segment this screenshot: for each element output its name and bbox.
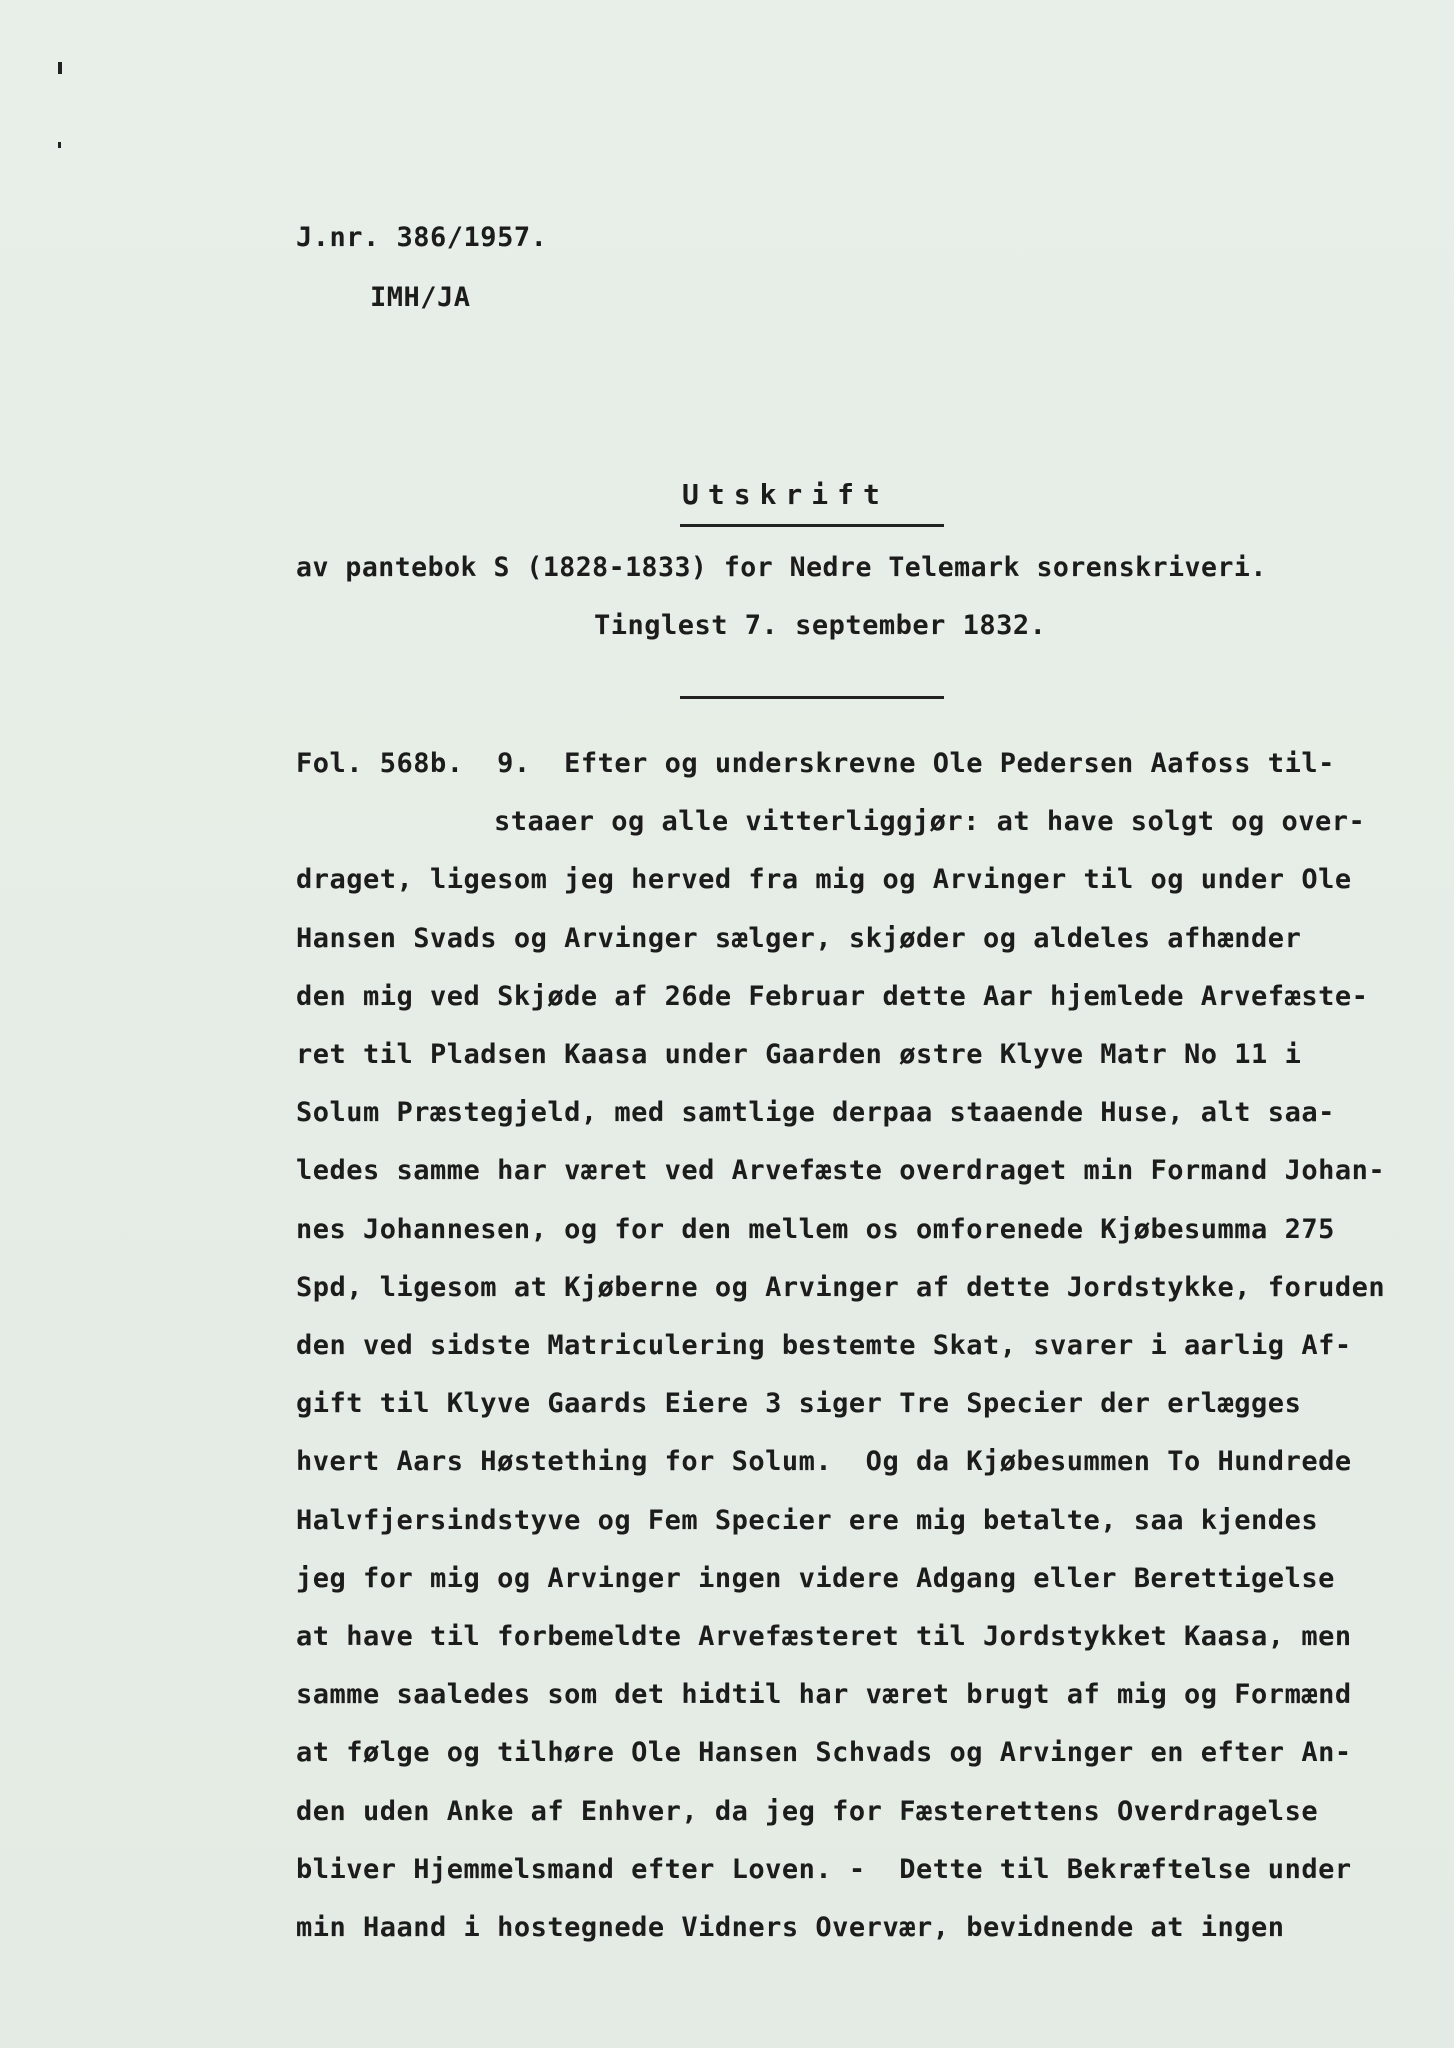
body-line: ret til Pladsen Kaasa under Gaarden østre Klyve Matr No 11 i [296,1039,1302,1070]
body-line: bliver Hjemmelsmand efter Loven. - Dette til Bekræftelse under [296,1853,1352,1885]
body-line: gift til Klyve Gaards Eiere 3 siger Tre Specier der erlægges [296,1388,1302,1420]
body-line: at have til forbemeldte Arvefæsteret til Jordstykket Kaasa, men [296,1621,1352,1652]
body-line: staaer og alle vitterliggjør: at have solgt og over- [494,806,1366,838]
body-line: draget, ligesom jeg herved fra mig og Arvinger til og under Ole [296,864,1352,896]
body-line: den ved sidste Matriculering bestemte Skat, svarer i aarlig Af- [296,1330,1352,1361]
subtitle-date: Tinglest 7. september 1832. [594,610,1047,641]
body-line: Fol. 568b. 9. Efter og underskrevne Ole Pedersen Aafoss til- [296,748,1335,779]
body-line: Solum Præstegjeld, med samtlige derpaa staaende Huse, alt saa- [296,1097,1335,1129]
margin-mark-top [58,62,62,74]
initials: IMH/JA [370,282,471,313]
body-line: Spd, ligesom at Kjøberne og Arvinger af dette Jordstykke, foruden [296,1271,1386,1303]
journal-number: J.nr. 386/1957. [296,222,548,253]
subtitle-source: av pantebok S (1828-1833) for Nedre Telemark sorenskriveri. [296,552,1267,583]
title-underline [680,524,944,527]
section-rule [680,696,944,699]
body-line: min Haand i hostegnede Vidners Overvær, bevidnende at ingen [296,1912,1285,1943]
body-line: nes Johannesen, og for den mellem os omforenede Kjøbesumma 275 [296,1213,1335,1245]
body-line: den uden Anke af Enhver, da jeg for Fæsterettens Overdragelse [296,1795,1319,1827]
body-line: jeg for mig og Arvinger ingen videre Adgang eller Berettigelse [296,1562,1335,1594]
body-line: samme saaledes som det hidtil har været brugt af mig og Formænd [296,1679,1352,1711]
body-line: den mig ved Skjøde af 26de Februar dette Aar hjemlede Arvefæste- [296,980,1369,1012]
body-line: ledes samme har været ved Arvefæste overdraget min Formand Johan- [296,1155,1386,1187]
margin-mark-bottom [58,142,61,148]
body-line: Halvfjersindstyve og Fem Specier ere mig betalte, saa kjendes [296,1504,1319,1536]
body-line: Hansen Svads og Arvinger sælger, skjøder og aldeles afhænder [296,922,1302,954]
body-line: hvert Aars Høstething for Solum. Og da Kjøbesummen To Hundrede [296,1446,1352,1478]
document-title: Utskrift [682,478,889,511]
body-line: at følge og tilhøre Ole Hansen Schvads og Arvinger en efter An- [296,1737,1352,1769]
